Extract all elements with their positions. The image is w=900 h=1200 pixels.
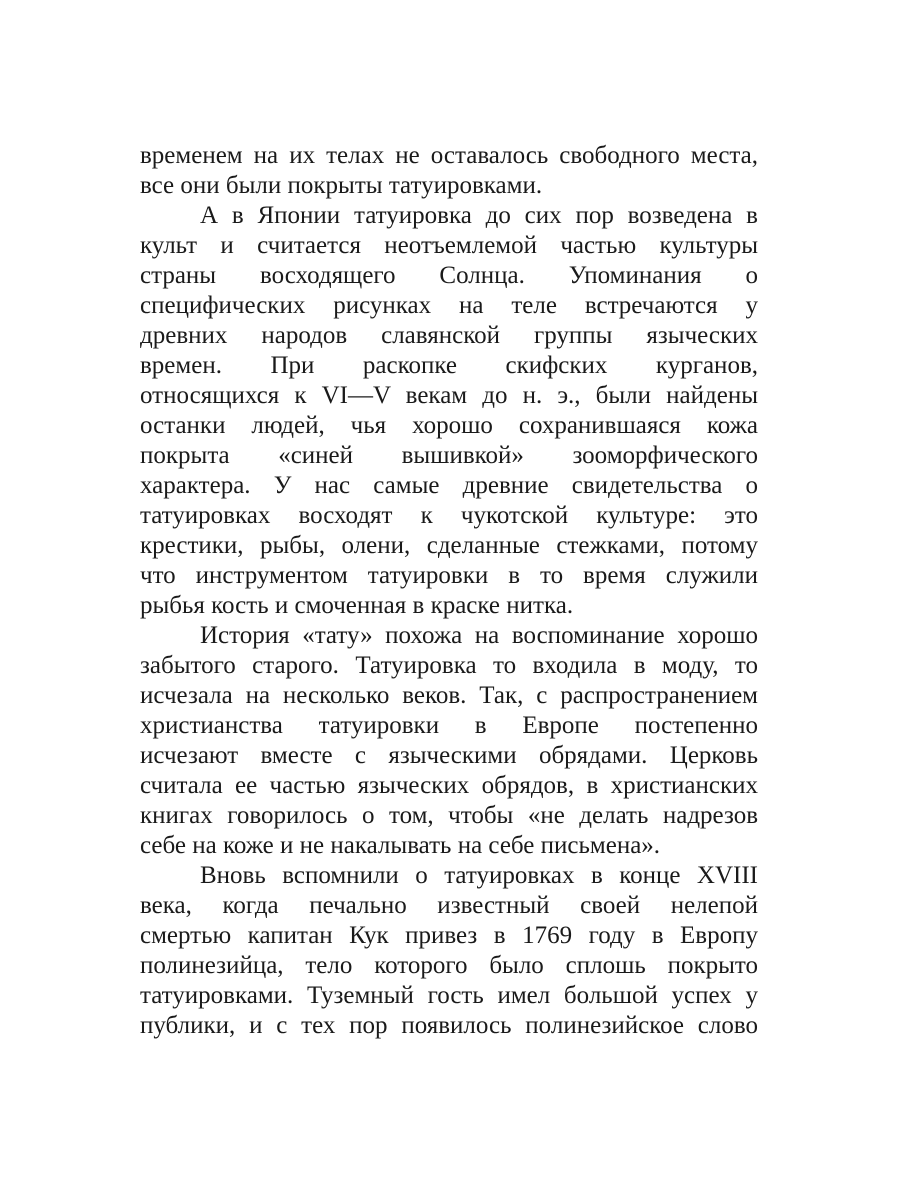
text-line: А в Японии татуировка до сих пор возведена в bbox=[200, 202, 758, 229]
text-line: покрыта «синей вышивкой» зооморфического bbox=[140, 442, 758, 469]
text-line: смертью капитан Кук привез в 1769 году в Европу bbox=[140, 922, 758, 949]
text-line: все они были покрыты татуировками. bbox=[140, 172, 543, 199]
text-line: публики, и с тех пор появилось полинезийское слово bbox=[140, 1012, 758, 1039]
text-line: культ и считается неотъемлемой частью культуры bbox=[140, 232, 758, 259]
text-line: татуировками. Туземный гость имел большой успех у bbox=[140, 982, 758, 1009]
text-line: что инструментом татуировки в то время служили bbox=[140, 562, 758, 589]
text-line: книгах говорилось о том, чтобы «не делать надрезов bbox=[140, 802, 758, 829]
text-line: века, когда печально известный своей нелепой bbox=[140, 892, 758, 919]
text-line: рыбья кость и смоченная в краске нитка. bbox=[140, 592, 574, 619]
text-line: История «тату» похожа на воспоминание хорошо bbox=[200, 622, 758, 649]
text-line: страны восходящего Солнца. Упоминания о bbox=[140, 262, 758, 289]
text-line: татуировках восходят к чукотской культуре: это bbox=[140, 502, 758, 529]
text-line: Вновь вспомнили о татуировках в конце XVIII bbox=[200, 862, 758, 889]
text-line: себе на коже и не накалывать на себе письмена». bbox=[140, 832, 661, 859]
text-line: древних народов славянской группы языческих bbox=[140, 322, 758, 349]
text-line: считала ее частью языческих обрядов, в христианских bbox=[140, 772, 758, 799]
paragraph-4 bbox=[140, 861, 758, 1041]
text-line: полинезийца, тело которого было сплошь покрыто bbox=[140, 952, 758, 979]
text-line: исчезала на несколько веков. Так, с распространением bbox=[140, 682, 758, 709]
text-line: специфических рисунках на теле встречаются у bbox=[140, 292, 758, 319]
text-line: временем на их телах не оставалось свободного места, bbox=[140, 142, 758, 169]
paragraph-3 bbox=[140, 621, 758, 861]
text-line: исчезают вместе с языческими обрядами. Церковь bbox=[140, 742, 758, 769]
paragraph-2 bbox=[140, 201, 758, 621]
text-line: времен. При раскопке скифских курганов, bbox=[140, 352, 758, 379]
text-line: останки людей, чья хорошо сохранившаяся кожа bbox=[140, 412, 758, 439]
text-line: характера. У нас самые древние свидетельства о bbox=[140, 472, 758, 499]
text-line: забытого старого. Татуировка то входила в моду, то bbox=[140, 652, 758, 679]
page-body bbox=[140, 141, 758, 1041]
text-line: крестики, рыбы, олени, сделанные стежками, потому bbox=[140, 532, 758, 559]
paragraph-1 bbox=[140, 141, 758, 201]
text-line: относящихся к VI—V векам до н. э., были найдены bbox=[140, 382, 758, 409]
text-line: христианства татуировки в Европе постепенно bbox=[140, 712, 758, 739]
